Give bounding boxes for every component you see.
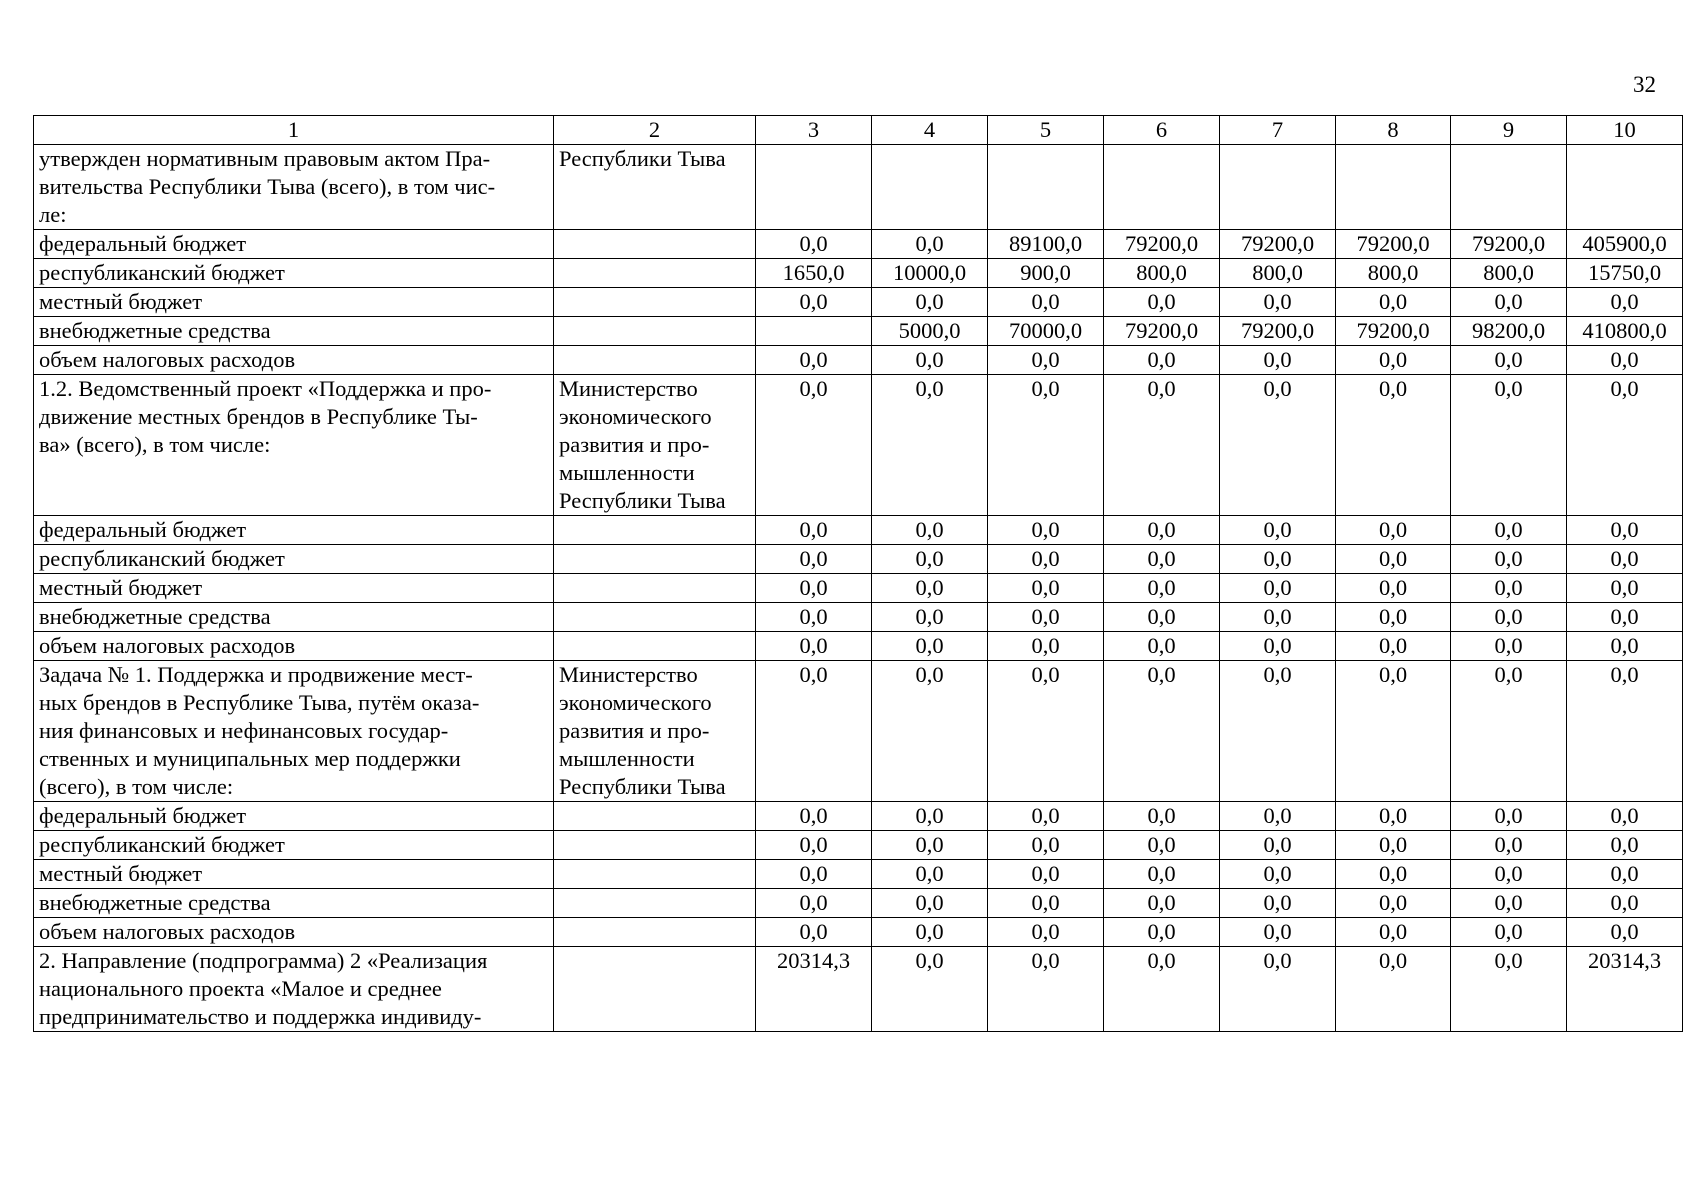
column-header: 6 [1104,116,1220,145]
value-cell: 405900,0 [1567,230,1683,259]
executor-cell: Министерство экономического развития и про- мышленности Республики Тыва [554,375,756,516]
value-cell: 0,0 [756,661,872,802]
value-cell: 0,0 [1451,288,1567,317]
value-cell: 0,0 [1451,603,1567,632]
value-cell: 0,0 [1336,603,1451,632]
column-header: 10 [1567,116,1683,145]
row-name-cell: Задача № 1. Поддержка и продвижение мест- ных брендов в Республике Тыва, путём оказа- ния финансовых и нефинансовых государ- ственных и муниципальных мер поддержки (всего), в том числе: [34,661,554,802]
value-cell: 0,0 [1336,516,1451,545]
value-cell: 0,0 [1451,346,1567,375]
value-cell: 1650,0 [756,259,872,288]
value-cell: 20314,3 [1567,947,1683,1032]
value-cell: 0,0 [1336,889,1451,918]
executor-cell [554,947,756,1032]
value-cell: 0,0 [1451,375,1567,516]
value-cell [872,145,988,230]
budget-table [33,115,1683,1032]
value-cell: 0,0 [988,574,1104,603]
table-row [34,603,1683,632]
value-cell: 0,0 [756,516,872,545]
row-name-cell: объем налоговых расходов [34,346,554,375]
value-cell: 0,0 [1220,516,1336,545]
value-cell: 0,0 [1567,516,1683,545]
value-cell: 79200,0 [1451,230,1567,259]
table-body [34,116,1683,1032]
value-cell: 0,0 [756,545,872,574]
value-cell: 0,0 [756,288,872,317]
table-row [34,574,1683,603]
value-cell: 0,0 [756,574,872,603]
executor-cell [554,802,756,831]
value-cell: 0,0 [1451,545,1567,574]
value-cell: 0,0 [756,230,872,259]
value-cell: 0,0 [1104,860,1220,889]
value-cell: 0,0 [756,375,872,516]
executor-cell [554,346,756,375]
executor-cell [554,860,756,889]
value-cell: 0,0 [1336,375,1451,516]
value-cell: 79200,0 [1220,230,1336,259]
value-cell: 0,0 [756,346,872,375]
value-cell: 89100,0 [988,230,1104,259]
value-cell: 79200,0 [1336,230,1451,259]
table-row [34,288,1683,317]
value-cell: 0,0 [1104,802,1220,831]
value-cell: 0,0 [1220,802,1336,831]
value-cell: 0,0 [872,802,988,831]
table-row [34,516,1683,545]
value-cell: 0,0 [1567,603,1683,632]
value-cell: 0,0 [1451,632,1567,661]
value-cell: 0,0 [1220,632,1336,661]
value-cell: 5000,0 [872,317,988,346]
value-cell: 0,0 [1336,288,1451,317]
value-cell: 0,0 [1567,889,1683,918]
value-cell: 0,0 [1567,545,1683,574]
value-cell: 0,0 [1451,947,1567,1032]
row-name-cell: объем налоговых расходов [34,632,554,661]
value-cell: 0,0 [1104,574,1220,603]
value-cell: 79200,0 [1336,317,1451,346]
value-cell: 0,0 [1567,918,1683,947]
value-cell: 0,0 [756,831,872,860]
value-cell: 0,0 [1451,574,1567,603]
value-cell: 800,0 [1104,259,1220,288]
value-cell: 0,0 [1567,831,1683,860]
value-cell: 0,0 [1567,802,1683,831]
value-cell: 0,0 [1567,574,1683,603]
table-row [34,346,1683,375]
value-cell: 0,0 [1336,346,1451,375]
table-row [34,632,1683,661]
value-cell: 79200,0 [1220,317,1336,346]
table-row [34,860,1683,889]
value-cell: 0,0 [988,288,1104,317]
table-row [34,545,1683,574]
value-cell: 0,0 [756,918,872,947]
value-cell: 900,0 [988,259,1104,288]
table-row [34,918,1683,947]
value-cell [1336,145,1451,230]
value-cell: 0,0 [988,545,1104,574]
row-name-cell: федеральный бюджет [34,516,554,545]
value-cell: 0,0 [1451,889,1567,918]
executor-cell [554,603,756,632]
table-row [34,802,1683,831]
value-cell: 0,0 [872,516,988,545]
value-cell: 0,0 [872,918,988,947]
value-cell: 0,0 [988,516,1104,545]
column-header: 3 [756,116,872,145]
value-cell [988,145,1104,230]
value-cell [1567,145,1683,230]
value-cell: 0,0 [988,918,1104,947]
value-cell: 79200,0 [1104,317,1220,346]
row-name-cell: республиканский бюджет [34,259,554,288]
value-cell: 0,0 [872,947,988,1032]
column-header: 7 [1220,116,1336,145]
table-row [34,317,1683,346]
value-cell: 0,0 [756,860,872,889]
value-cell [1220,145,1336,230]
value-cell: 0,0 [1104,603,1220,632]
column-header: 2 [554,116,756,145]
value-cell: 0,0 [1104,661,1220,802]
value-cell: 0,0 [1220,545,1336,574]
executor-cell [554,259,756,288]
value-cell: 0,0 [988,860,1104,889]
value-cell: 0,0 [1104,375,1220,516]
value-cell: 0,0 [1220,947,1336,1032]
value-cell: 0,0 [988,831,1104,860]
value-cell: 0,0 [1220,661,1336,802]
executor-cell: Республики Тыва [554,145,756,230]
value-cell: 0,0 [1104,288,1220,317]
value-cell: 0,0 [872,375,988,516]
column-header: 1 [34,116,554,145]
executor-cell [554,230,756,259]
column-header: 4 [872,116,988,145]
value-cell: 0,0 [1336,831,1451,860]
value-cell: 800,0 [1451,259,1567,288]
value-cell: 0,0 [1567,346,1683,375]
value-cell: 0,0 [872,889,988,918]
value-cell: 15750,0 [1567,259,1683,288]
table-row [34,259,1683,288]
executor-cell [554,889,756,918]
value-cell: 0,0 [872,288,988,317]
column-header: 8 [1336,116,1451,145]
value-cell: 0,0 [1336,918,1451,947]
value-cell: 0,0 [872,632,988,661]
value-cell [1451,145,1567,230]
value-cell: 0,0 [1220,889,1336,918]
table-row [34,230,1683,259]
value-cell: 0,0 [1220,918,1336,947]
value-cell: 0,0 [988,632,1104,661]
row-name-cell: федеральный бюджет [34,802,554,831]
value-cell: 0,0 [1567,860,1683,889]
row-name-cell: внебюджетные средства [34,889,554,918]
executor-cell [554,317,756,346]
value-cell: 0,0 [1451,516,1567,545]
value-cell: 0,0 [1220,574,1336,603]
row-name-cell: местный бюджет [34,860,554,889]
value-cell: 0,0 [1220,346,1336,375]
value-cell: 0,0 [1104,831,1220,860]
value-cell: 0,0 [756,802,872,831]
table-row [34,145,1683,230]
value-cell: 0,0 [1567,288,1683,317]
value-cell: 0,0 [756,889,872,918]
value-cell: 0,0 [1104,545,1220,574]
value-cell: 0,0 [1104,516,1220,545]
value-cell: 0,0 [872,661,988,802]
value-cell: 0,0 [872,230,988,259]
value-cell: 0,0 [872,860,988,889]
row-name-cell: федеральный бюджет [34,230,554,259]
row-name-cell: внебюджетные средства [34,317,554,346]
value-cell: 0,0 [988,661,1104,802]
value-cell: 0,0 [1336,947,1451,1032]
table-row [34,661,1683,802]
value-cell [756,317,872,346]
value-cell: 0,0 [1336,860,1451,889]
value-cell: 0,0 [1104,947,1220,1032]
value-cell: 98200,0 [1451,317,1567,346]
value-cell: 79200,0 [1104,230,1220,259]
value-cell: 0,0 [1567,661,1683,802]
executor-cell [554,545,756,574]
executor-cell: Министерство экономического развития и про- мышленности Республики Тыва [554,661,756,802]
value-cell: 0,0 [1567,375,1683,516]
row-name-cell: утвержден нормативным правовым актом Пра- вительства Республики Тыва (всего), в том чис- ле: [34,145,554,230]
row-name-cell: местный бюджет [34,288,554,317]
table-row [34,375,1683,516]
executor-cell [554,831,756,860]
value-cell [756,145,872,230]
value-cell: 0,0 [1104,632,1220,661]
value-cell: 0,0 [988,375,1104,516]
value-cell: 0,0 [1451,661,1567,802]
value-cell: 0,0 [1220,831,1336,860]
value-cell: 0,0 [756,603,872,632]
table-row [34,831,1683,860]
value-cell: 0,0 [1336,802,1451,831]
value-cell: 0,0 [1220,603,1336,632]
table-row [34,947,1683,1032]
value-cell: 0,0 [1336,661,1451,802]
value-cell: 0,0 [1451,831,1567,860]
value-cell: 0,0 [988,802,1104,831]
value-cell: 0,0 [1451,860,1567,889]
value-cell: 0,0 [1220,860,1336,889]
row-name-cell: республиканский бюджет [34,545,554,574]
row-name-cell: внебюджетные средства [34,603,554,632]
value-cell: 0,0 [1451,802,1567,831]
value-cell: 0,0 [872,831,988,860]
value-cell: 20314,3 [756,947,872,1032]
row-name-cell: 2. Направление (подпрограмма) 2 «Реализация национального проекта «Малое и среднее предпринимательство и поддержка индивиду- [34,947,554,1032]
value-cell: 0,0 [1336,632,1451,661]
value-cell: 0,0 [1567,632,1683,661]
value-cell: 0,0 [1104,346,1220,375]
value-cell: 0,0 [988,603,1104,632]
value-cell: 0,0 [872,574,988,603]
value-cell: 800,0 [1336,259,1451,288]
row-name-cell: местный бюджет [34,574,554,603]
header-row [34,116,1683,145]
value-cell: 0,0 [1336,545,1451,574]
value-cell: 0,0 [872,545,988,574]
value-cell: 0,0 [872,346,988,375]
executor-cell [554,918,756,947]
executor-cell [554,516,756,545]
value-cell: 0,0 [1336,574,1451,603]
value-cell: 0,0 [1104,918,1220,947]
executor-cell [554,574,756,603]
column-header: 5 [988,116,1104,145]
value-cell [1104,145,1220,230]
value-cell: 0,0 [988,947,1104,1032]
value-cell: 0,0 [1220,375,1336,516]
value-cell: 0,0 [872,603,988,632]
executor-cell [554,288,756,317]
row-name-cell: республиканский бюджет [34,831,554,860]
value-cell: 0,0 [756,632,872,661]
column-header: 9 [1451,116,1567,145]
value-cell: 0,0 [1451,918,1567,947]
page-number: 32 [1633,72,1656,97]
executor-cell [554,632,756,661]
value-cell: 10000,0 [872,259,988,288]
row-name-cell: объем налоговых расходов [34,918,554,947]
value-cell: 70000,0 [988,317,1104,346]
value-cell: 800,0 [1220,259,1336,288]
row-name-cell: 1.2. Ведомственный проект «Поддержка и про- движение местных брендов в Республике Ты- ва» (всего), в том числе: [34,375,554,516]
value-cell: 0,0 [988,889,1104,918]
table-row [34,889,1683,918]
value-cell: 410800,0 [1567,317,1683,346]
value-cell: 0,0 [988,346,1104,375]
value-cell: 0,0 [1104,889,1220,918]
value-cell: 0,0 [1220,288,1336,317]
